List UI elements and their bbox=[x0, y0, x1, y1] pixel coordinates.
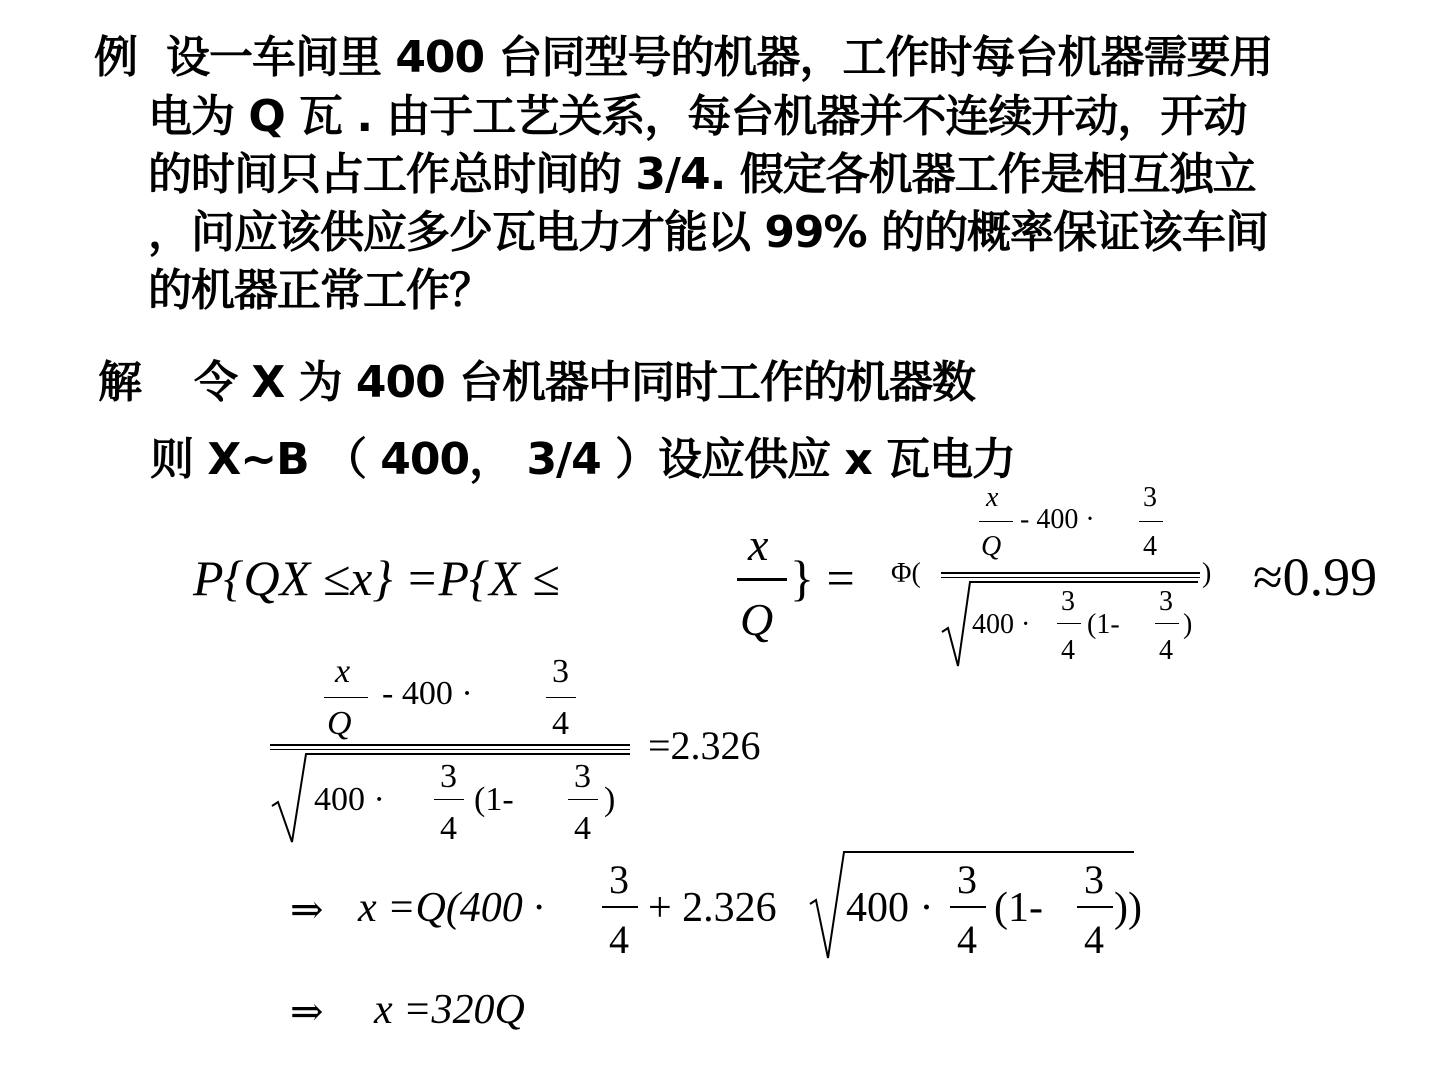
f1-den-4b: 4 bbox=[1159, 635, 1173, 666]
f2-num-xbar bbox=[324, 697, 368, 698]
f1-approx: ≈0.99 bbox=[1253, 547, 1378, 607]
f2-rhs: =2.326 bbox=[648, 723, 761, 768]
f3-3b: 3 bbox=[957, 857, 977, 902]
f1-den-4a: 4 bbox=[1061, 635, 1075, 666]
f2-den-close: ) bbox=[604, 781, 616, 818]
f2-num-4: 4 bbox=[552, 705, 569, 742]
f1-num-xbar bbox=[979, 521, 1013, 522]
f3-3c: 3 bbox=[1084, 857, 1104, 902]
f2-den-4b: 4 bbox=[574, 810, 591, 847]
formula1-frac-Q: Q bbox=[740, 594, 774, 645]
f2-num-3bar bbox=[546, 697, 576, 698]
f3-plus: + 2.326 bbox=[648, 885, 777, 931]
f1-main-bar bbox=[941, 572, 1200, 574]
f2-num-3: 3 bbox=[552, 653, 569, 690]
f1-num-Q: Q bbox=[981, 531, 1002, 562]
f3-close: )) bbox=[1114, 885, 1142, 931]
problem-line-2: 电为 Q 瓦 . 由于工艺关系，每台机器并不连续开动，开动 bbox=[148, 91, 1247, 142]
f2-den-bar-a bbox=[434, 799, 464, 800]
problem-line-3: 的时间只占工作总时间的 3/4. 假定各机器工作是相互独立 bbox=[148, 149, 1256, 200]
f4-expr: x =320Q bbox=[374, 987, 525, 1033]
f1-den-open: (1- bbox=[1087, 609, 1120, 640]
formula1-frac-bar bbox=[737, 578, 787, 581]
f1-den-3a: 3 bbox=[1061, 586, 1075, 617]
f1-main-bar-2 bbox=[941, 577, 1200, 578]
f2-main-bar bbox=[270, 744, 630, 746]
f1-den-close: ) bbox=[1183, 609, 1193, 640]
f2-den-400: 400 · bbox=[314, 781, 385, 818]
f2-den-bar-b bbox=[568, 799, 598, 800]
f3-3a: 3 bbox=[609, 857, 629, 902]
f1-num-3: 3 bbox=[1143, 482, 1157, 513]
f4-arrow: ⇒ bbox=[290, 989, 324, 1034]
problem-line-5: 的机器正常工作？ bbox=[148, 265, 492, 316]
f2-den-open: (1- bbox=[474, 781, 514, 818]
f3-4c: 4 bbox=[1084, 917, 1104, 962]
f3-in-400: 400 · bbox=[846, 885, 934, 931]
problem-line-1: 设一车间里 400 台同型号的机器，工作时每台机器需要用 bbox=[166, 32, 1273, 83]
f1-num-x: x bbox=[986, 482, 999, 513]
f3-bar-c bbox=[1077, 906, 1113, 908]
f2-den-4a: 4 bbox=[440, 810, 457, 847]
f1-den-bar-a bbox=[1057, 623, 1081, 624]
f3-lhs: x =Q(400 · bbox=[358, 885, 544, 931]
formula1-frac-x: x bbox=[748, 519, 769, 570]
f2-den-3b: 3 bbox=[574, 758, 591, 795]
solution-label: 解 bbox=[98, 357, 141, 408]
problem-line-4: ，问应该供应多少瓦电力才能以 99% 的的概率保证该车间 bbox=[148, 207, 1268, 258]
formula1-close: } = bbox=[790, 550, 855, 606]
f3-4a: 4 bbox=[609, 917, 629, 962]
f1-den-bar-b bbox=[1155, 623, 1179, 624]
formula1-lhs: P{QX ≤x} =P{X ≤ bbox=[193, 550, 560, 606]
problem-label: 例 bbox=[94, 32, 137, 83]
f3-in-open: (1- bbox=[994, 885, 1043, 931]
formula1-phi: Φ( bbox=[891, 558, 921, 589]
f1-num-3bar bbox=[1139, 521, 1163, 522]
f2-den-3a: 3 bbox=[440, 758, 457, 795]
f3-bar-a bbox=[602, 906, 638, 908]
f3-bar-b bbox=[950, 906, 986, 908]
solution-line-1: 令 X 为 400 台机器中同时工作的机器数 bbox=[194, 357, 976, 408]
f2-num-x: x bbox=[335, 653, 351, 690]
f1-num-mid: - 400 · bbox=[1020, 504, 1095, 535]
f1-phi-close: ) bbox=[1202, 558, 1212, 589]
f1-den-3b: 3 bbox=[1159, 586, 1173, 617]
f2-num-Q: Q bbox=[327, 705, 352, 742]
f1-den-400: 400 · bbox=[972, 609, 1031, 640]
f3-arrow: ⇒ bbox=[290, 887, 324, 932]
f2-num-mid: - 400 · bbox=[382, 675, 473, 712]
f1-num-4: 4 bbox=[1143, 531, 1157, 562]
f3-4b: 4 bbox=[957, 917, 977, 962]
solution-line-2: 则 X~B （ 400， 3/4 ）设应供应 x 瓦电力 bbox=[150, 434, 1016, 485]
